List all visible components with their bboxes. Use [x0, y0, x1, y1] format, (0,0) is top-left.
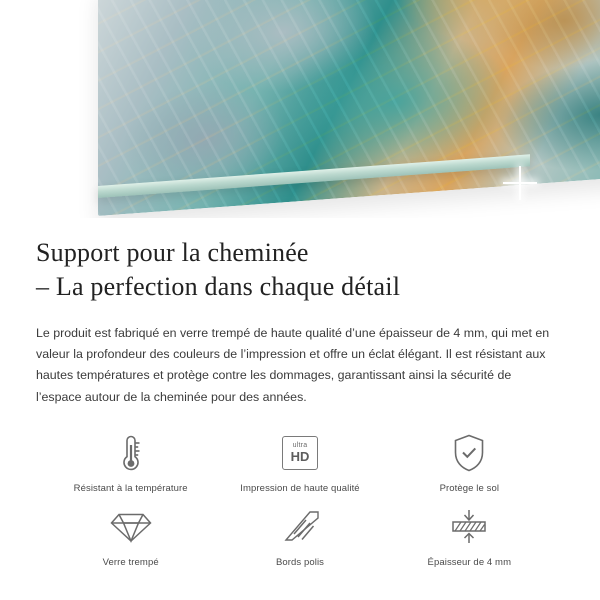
- feature-item-polished-edges: [215, 504, 384, 568]
- feature-label: Protège le sol: [439, 482, 500, 494]
- thickness-4mm-icon: [448, 504, 490, 550]
- diamond-icon: [110, 504, 152, 550]
- page-title: [36, 236, 564, 305]
- shield-check-icon: [451, 430, 487, 476]
- feature-label: Bords polis: [275, 556, 325, 568]
- content-block: [0, 218, 600, 568]
- ultra-hd-icon: [282, 430, 318, 476]
- feature-label: Résistant à la température: [73, 482, 188, 494]
- thermometer-icon: [118, 430, 144, 476]
- feature-label: Impression de haute qualité: [240, 482, 360, 494]
- feature-label: Verre trempé: [102, 556, 159, 568]
- description-paragraph: Le produit est fabriqué en verre trempé de haute qualité d’une épaisseur de 4 mm, qui met en valeur la profondeur des couleurs de l’impression et offre un éclat élégant. Il est résistant aux hautes températures et protège contre les dommages, garantissant ainsi la sécurité de l’espace autour de la cheminée pour des années.: [36, 325, 550, 404]
- headline-line-2: – La perfection dans chaque détail: [36, 272, 401, 302]
- ultra-hd-badge-top: ultra: [292, 442, 308, 450]
- feature-label: Épaisseur de 4 mm: [427, 556, 512, 568]
- feature-item-print-quality: [215, 430, 384, 494]
- polished-edges-icon: [280, 504, 320, 550]
- feature-item-floor-protection: [385, 430, 554, 494]
- ultra-hd-badge-bottom: HD: [290, 449, 310, 465]
- feature-item-temperature: [46, 430, 215, 494]
- hero-image: [0, 0, 600, 218]
- feature-item-thickness: [385, 504, 554, 568]
- feature-item-tempered-glass: [46, 504, 215, 568]
- headline-line-1: Support pour la cheminée: [36, 238, 309, 267]
- feature-grid: [36, 430, 564, 568]
